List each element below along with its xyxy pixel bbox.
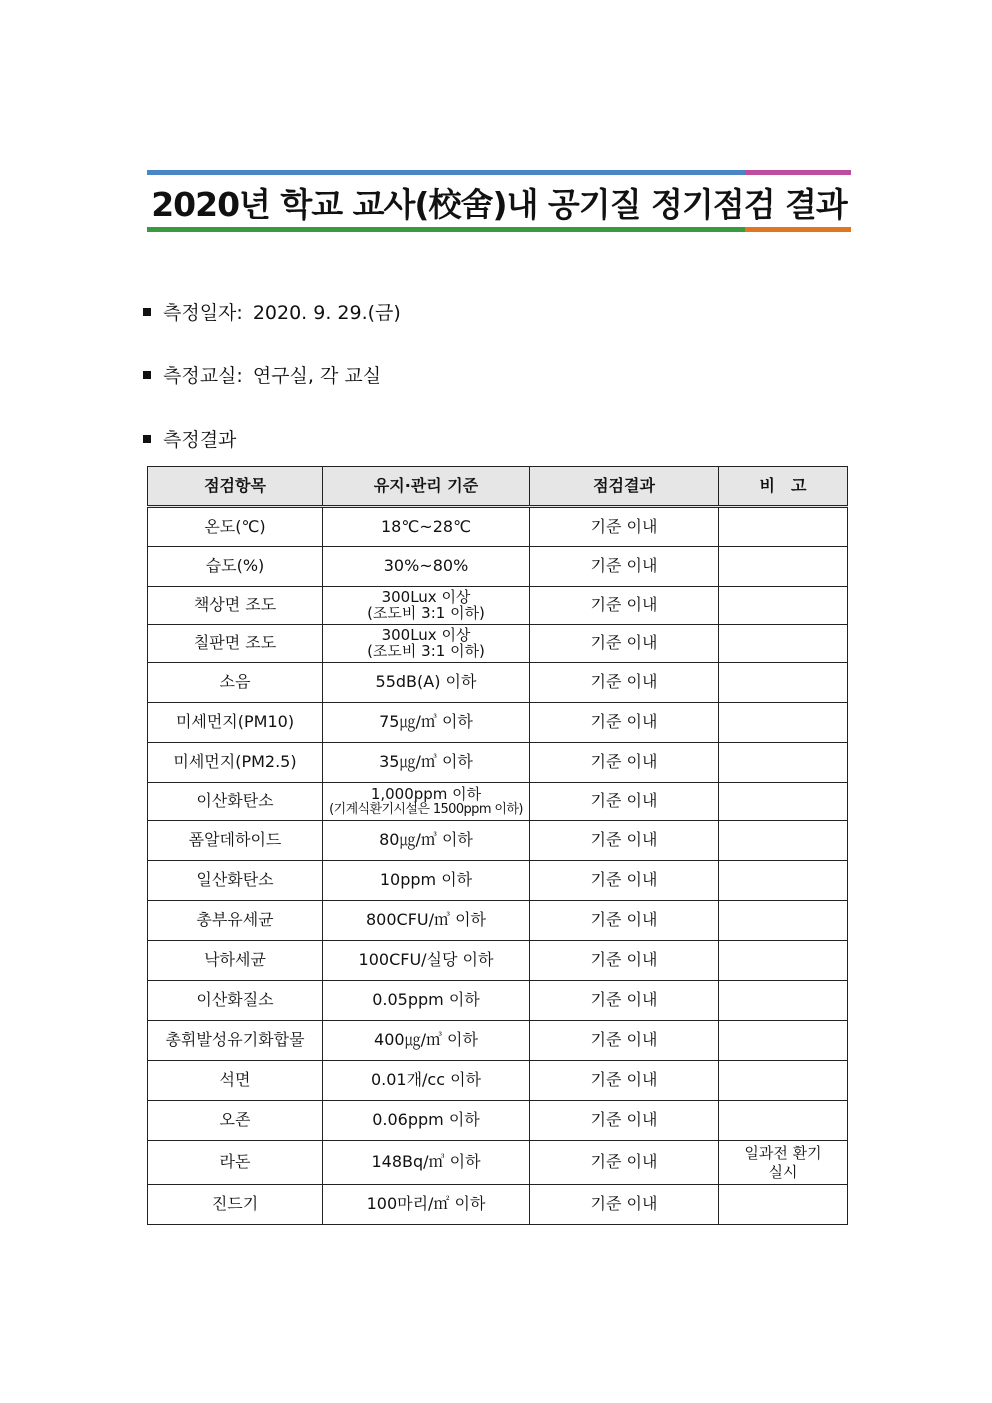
cell-item: 폼알데하이드 [148, 821, 323, 861]
cell-standard: 148Bq/㎥ 이하 [323, 1141, 530, 1185]
cell-result: 기준 이내 [530, 941, 719, 981]
title-bar-top-blue [147, 170, 745, 175]
cell-result: 기준 이내 [530, 625, 719, 663]
table-row [148, 783, 848, 821]
cell-result: 기준 이내 [530, 507, 719, 547]
cell-standard: 0.01개/cc 이하 [323, 1061, 530, 1101]
cell-note [719, 507, 848, 547]
cell-note [719, 783, 848, 821]
note-line-2: 실시 [768, 1162, 798, 1181]
header-item: 점검항목 [148, 467, 323, 507]
table-row [148, 663, 848, 703]
cell-result: 기준 이내 [530, 783, 719, 821]
title-bar-top-magenta [745, 170, 851, 175]
cell-result: 기준 이내 [530, 703, 719, 743]
bullet-square-icon [143, 371, 151, 379]
cell-result: 기준 이내 [530, 587, 719, 625]
info-date [143, 298, 401, 325]
cell-standard: 0.06ppm 이하 [323, 1101, 530, 1141]
cell-result: 기준 이내 [530, 821, 719, 861]
cell-result: 기준 이내 [530, 981, 719, 1021]
cell-result: 기준 이내 [530, 1185, 719, 1225]
cell-note [719, 1185, 848, 1225]
table-row [148, 1061, 848, 1101]
room-label: 측정교실: [163, 365, 243, 387]
title-bar-bottom-orange [745, 227, 851, 232]
cell-standard [323, 587, 530, 625]
cell-standard: 35㎍/㎥ 이하 [323, 743, 530, 783]
table-row [148, 743, 848, 783]
cell-standard: 100CFU/실당 이하 [323, 941, 530, 981]
bullet-square-icon [143, 435, 151, 443]
table-row [148, 821, 848, 861]
cell-result: 기준 이내 [530, 743, 719, 783]
cell-item: 온도(℃) [148, 507, 323, 547]
cell-item: 진드기 [148, 1185, 323, 1225]
cell-note [719, 703, 848, 743]
cell-note [719, 861, 848, 901]
cell-standard [323, 783, 530, 821]
cell-note [719, 1141, 848, 1185]
cell-note [719, 743, 848, 783]
standard-line-1: 300Lux 이상 [381, 587, 471, 606]
cell-standard: 30%~80% [323, 547, 530, 587]
standard-line-2: (기계식환기시설은 1500ppm 이하) [329, 801, 523, 817]
cell-item: 일산화탄소 [148, 861, 323, 901]
info-room [143, 361, 381, 388]
cell-item: 습도(%) [148, 547, 323, 587]
table-row [148, 1101, 848, 1141]
cell-result: 기준 이내 [530, 1061, 719, 1101]
cell-result: 기준 이내 [530, 1101, 719, 1141]
cell-note [719, 821, 848, 861]
result-label: 측정결과 [163, 429, 237, 451]
cell-note [719, 941, 848, 981]
header-note: 비 고 [719, 467, 848, 507]
cell-standard: 18℃~28℃ [323, 507, 530, 547]
info-result [143, 425, 236, 452]
date-label: 측정일자: [163, 302, 243, 324]
cell-standard: 10ppm 이하 [323, 861, 530, 901]
table-row [148, 625, 848, 663]
cell-item: 이산화질소 [148, 981, 323, 1021]
cell-standard: 800CFU/㎥ 이하 [323, 901, 530, 941]
cell-standard: 100마리/㎡ 이하 [323, 1185, 530, 1225]
header-result: 점검결과 [530, 467, 719, 507]
cell-note [719, 981, 848, 1021]
cell-item: 미세먼지(PM2.5) [148, 743, 323, 783]
table-row [148, 507, 848, 547]
cell-standard [323, 625, 530, 663]
table-row [148, 1141, 848, 1185]
cell-item: 석면 [148, 1061, 323, 1101]
cell-note [719, 1021, 848, 1061]
note-line-1: 일과전 환기 [744, 1143, 822, 1162]
header-standard: 유지·관리 기준 [323, 467, 530, 507]
room-value: 연구실, 각 교실 [252, 365, 382, 387]
table-row [148, 981, 848, 1021]
cell-result: 기준 이내 [530, 901, 719, 941]
cell-item: 총휘발성유기화합물 [148, 1021, 323, 1061]
cell-item: 이산화탄소 [148, 783, 323, 821]
cell-item: 낙하세균 [148, 941, 323, 981]
bullet-square-icon [143, 308, 151, 316]
table-row [148, 547, 848, 587]
table-row [148, 1021, 848, 1061]
title-bar-bottom-green [147, 227, 745, 232]
cell-result: 기준 이내 [530, 861, 719, 901]
table-header-row [148, 467, 848, 507]
standard-line-2: (조도비 3:1 이하) [367, 603, 485, 622]
cell-note [719, 625, 848, 663]
cell-item: 오존 [148, 1101, 323, 1141]
cell-note [719, 1061, 848, 1101]
cell-result: 기준 이내 [530, 1021, 719, 1061]
cell-standard: 55dB(A) 이하 [323, 663, 530, 703]
cell-item: 책상면 조도 [148, 587, 323, 625]
title-bar-top [147, 170, 851, 175]
cell-standard: 400㎍/㎥ 이하 [323, 1021, 530, 1061]
standard-line-1: 300Lux 이상 [381, 625, 471, 644]
cell-item: 라돈 [148, 1141, 323, 1185]
cell-note [719, 587, 848, 625]
cell-result: 기준 이내 [530, 663, 719, 703]
table-row [148, 901, 848, 941]
cell-note [719, 1101, 848, 1141]
cell-note [719, 663, 848, 703]
table-row [148, 861, 848, 901]
cell-item: 소음 [148, 663, 323, 703]
cell-note [719, 547, 848, 587]
table-row [148, 1185, 848, 1225]
cell-standard: 75㎍/㎥ 이하 [323, 703, 530, 743]
table-row [148, 703, 848, 743]
result-table [147, 466, 848, 1225]
table-row [148, 941, 848, 981]
standard-line-2: (조도비 3:1 이하) [367, 641, 485, 660]
cell-result: 기준 이내 [530, 547, 719, 587]
cell-note [719, 901, 848, 941]
standard-line-1: 1,000ppm 이하 [370, 784, 482, 803]
cell-standard: 0.05ppm 이하 [323, 981, 530, 1021]
cell-result: 기준 이내 [530, 1141, 719, 1185]
date-value: 2020. 9. 29.(금) [252, 302, 401, 324]
page-title: 2020년 학교 교사(校舍)내 공기질 정기점검 결과 [151, 184, 847, 224]
table-row [148, 587, 848, 625]
title-bar-bottom [147, 227, 851, 232]
cell-item: 칠판면 조도 [148, 625, 323, 663]
cell-item: 미세먼지(PM10) [148, 703, 323, 743]
title-block [147, 170, 851, 234]
cell-standard: 80㎍/㎥ 이하 [323, 821, 530, 861]
cell-item: 총부유세균 [148, 901, 323, 941]
